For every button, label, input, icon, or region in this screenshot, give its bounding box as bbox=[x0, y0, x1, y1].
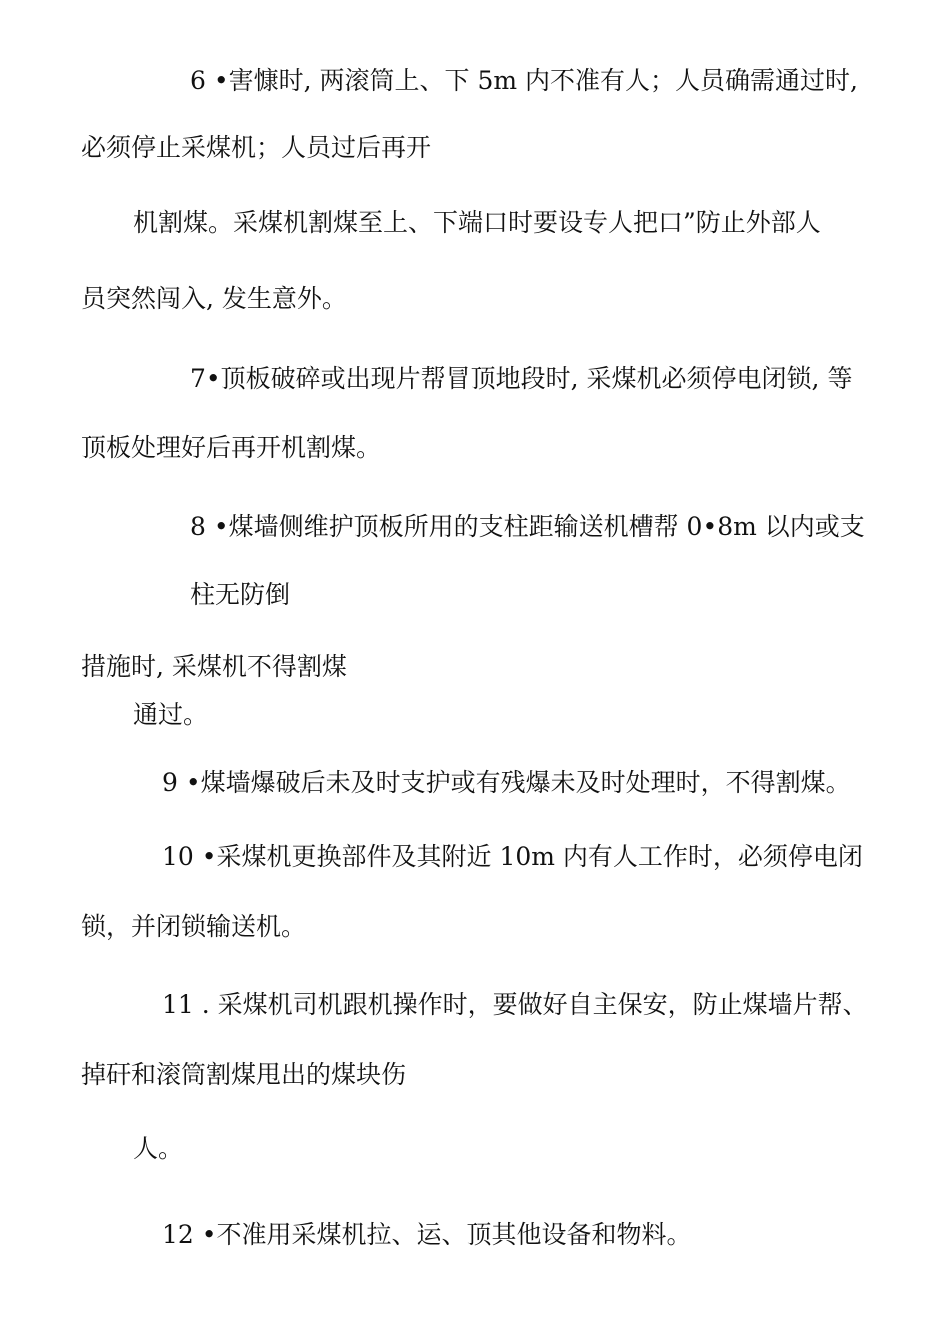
text-line-13: 锁，并闭锁输送机。 bbox=[81, 912, 307, 941]
text-line-10: 通过。 bbox=[133, 700, 209, 729]
text-line-6: 顶板处理好后再开机割煤。 bbox=[81, 433, 382, 462]
text-line-16: 人。 bbox=[133, 1134, 184, 1163]
text-line-1: 6 •害慷时, 两滚筒上、下 5m 内不准有人；人员确需通过时, bbox=[190, 66, 858, 95]
text-line-8: 柱无防倒 bbox=[190, 580, 291, 609]
text-line-11: 9 •煤墙爆破后未及时支护或有残爆未及时处理时，不得割煤。 bbox=[162, 768, 851, 797]
text-line-12: 10 •采煤机更换部件及其附近 10m 内有人工作时，必须停电闭 bbox=[162, 842, 863, 871]
text-line-5: 7•顶板破碎或出现片帮冒顶地段时, 采煤机必须停电闭锁, 等 bbox=[190, 364, 853, 393]
text-line-2: 必须停止采煤机；人员过后再开 bbox=[81, 133, 432, 162]
text-line-17: 12 •不准用采煤机拉、运、顶其他设备和物料。 bbox=[162, 1220, 692, 1249]
text-line-7: 8 •煤墙侧维护顶板所用的支柱距输送机槽帮 0•8m 以内或支 bbox=[190, 512, 865, 541]
text-line-9: 措施时, 采煤机不得割煤 bbox=[81, 652, 347, 681]
text-line-3: 机割煤。采煤机割煤至上、下端口时要设专人把口”防止外部人 bbox=[133, 208, 821, 237]
text-line-4: 员突然闯入, 发生意外。 bbox=[81, 284, 347, 313]
text-line-15: 掉矸和滚筒割煤甩出的煤块伤 bbox=[81, 1060, 407, 1089]
text-line-14: 11 . 采煤机司机跟机操作时，要做好自主保安，防止煤墙片帮、 bbox=[162, 990, 868, 1019]
